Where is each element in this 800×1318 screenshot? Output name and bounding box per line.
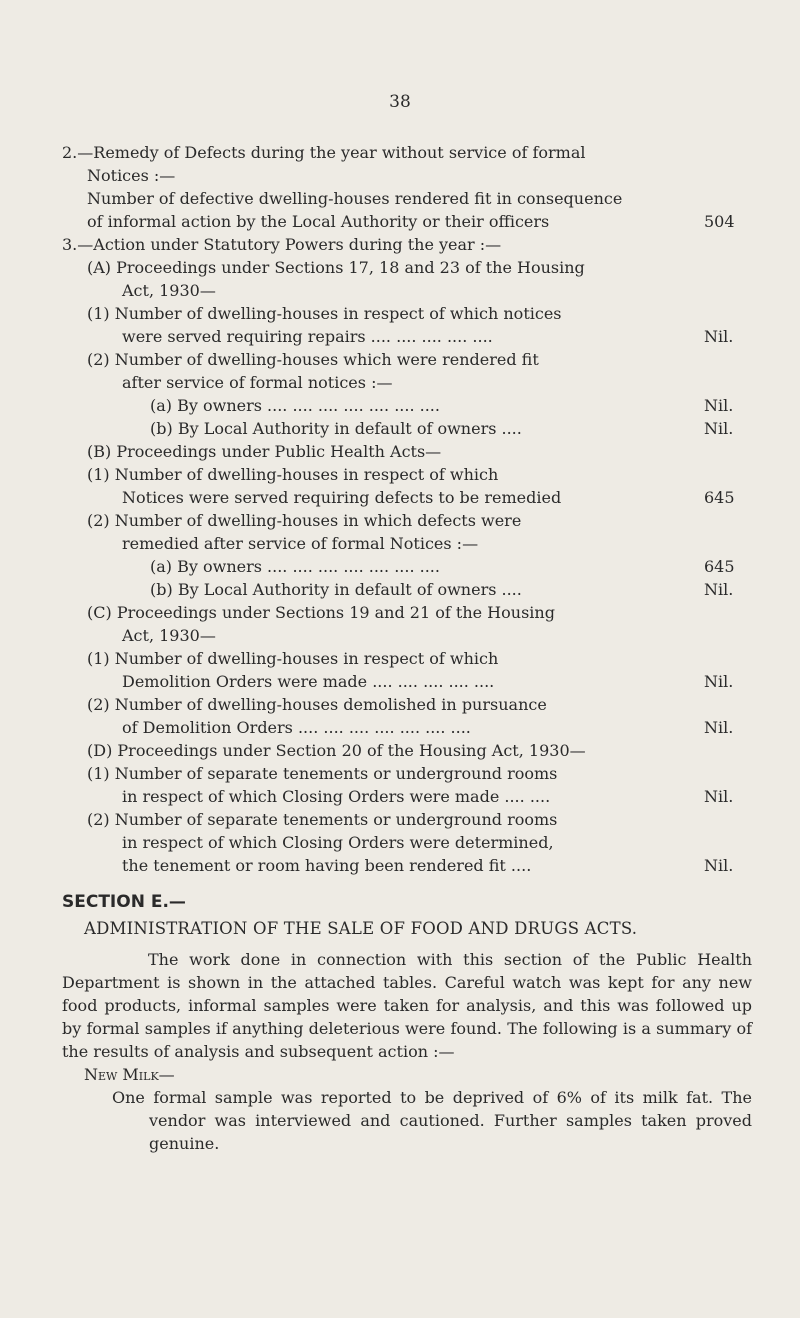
item-text: (2) Number of separate tenements or underground rooms (87, 810, 558, 829)
item-line (62, 808, 752, 831)
item-line (62, 578, 752, 601)
item-text: of informal action by the Local Authority or their officers (87, 212, 550, 231)
item-line (62, 670, 752, 693)
item-text: in respect of which Closing Orders were determined, (122, 833, 554, 852)
item-text: (A) Proceedings under Sections 17, 18 and 23 of the Housing (87, 258, 585, 277)
item-text: 2.—Remedy of Defects during the year without service of formal (62, 143, 586, 162)
new-milk-text: One formal sample was reported to be deprived of 6% of its milk fat. The vendor was interviewed and cautioned. Further samples taken proved genuine. (112, 1088, 752, 1153)
item-text: in respect of which Closing Orders were made .... .... (122, 787, 551, 806)
item-text: were served requiring repairs .... .... .... .... .... (122, 327, 493, 346)
item-line (62, 371, 752, 394)
item-text: 3.—Action under Statutory Powers during the year :— (62, 235, 502, 254)
item-text: (C) Proceedings under Sections 19 and 21 of the Housing (87, 603, 555, 622)
item-line (62, 164, 752, 187)
item-text: of Demolition Orders .... .... .... .... .... .... .... (122, 718, 471, 737)
item-line (62, 601, 752, 624)
item-text: (2) Number of dwelling-houses which were rendered fit (87, 350, 539, 369)
item-line (62, 486, 752, 509)
housing-items-list (62, 141, 752, 877)
item-text: (B) Proceedings under Public Health Acts— (87, 442, 442, 461)
item-value: Nil. (704, 856, 734, 875)
item-value: Nil. (704, 396, 734, 415)
page-number: 38 (389, 92, 411, 112)
item-value: Nil. (704, 672, 734, 691)
item-text: (2) Number of dwelling-houses in which defects were (87, 511, 522, 530)
new-milk-label: New Milk— (84, 1065, 175, 1084)
item-line (62, 647, 752, 670)
item-line (62, 325, 752, 348)
item-line (62, 302, 752, 325)
item-text: (1) Number of dwelling-houses in respect of which notices (87, 304, 562, 323)
item-line (62, 739, 752, 762)
item-line (62, 532, 752, 555)
report-body (62, 141, 752, 1155)
item-text: Act, 1930— (122, 281, 216, 300)
section-subheading: ADMINISTRATION OF THE SALE OF FOOD AND DRUGS ACTS. (84, 919, 638, 938)
item-text: after service of formal notices :— (122, 373, 393, 392)
spacer (62, 877, 752, 889)
item-text: Notices were served requiring defects to be remedied (122, 488, 562, 507)
item-line (62, 141, 752, 164)
item-value: Nil. (704, 419, 734, 438)
item-text: (a) By owners .... .... .... .... .... .... .... (150, 557, 440, 576)
item-line (62, 762, 752, 785)
item-value: 504 (704, 212, 735, 231)
item-text: (b) By Local Authority in default of owners .... (150, 580, 522, 599)
item-value: Nil. (704, 718, 734, 737)
item-line (62, 716, 752, 739)
item-line (62, 555, 752, 578)
item-line (62, 187, 752, 210)
item-text: remedied after service of formal Notices :— (122, 534, 479, 553)
item-value: Nil. (704, 787, 734, 806)
item-text: (a) By owners .... .... .... .... .... .... .... (150, 396, 440, 415)
item-value: 645 (704, 488, 735, 507)
item-line (62, 831, 752, 854)
item-text: (1) Number of dwelling-houses in respect of which (87, 465, 499, 484)
item-line (62, 624, 752, 647)
section-paragraph: The work done in connection with this section of the Public Health Department is shown in the attached tables. Careful watch was kept for any new food products, informal samples were taken for analysis, and this was followed up by formal samples if anything deleterious were found. The following is a summary of the results of analysis and subsequent action :— (62, 950, 752, 1061)
item-line (62, 210, 752, 233)
item-line (62, 233, 752, 256)
item-line (62, 463, 752, 486)
section-heading: SECTION E.— (62, 892, 186, 912)
item-line (62, 348, 752, 371)
item-value: 645 (704, 557, 735, 576)
item-text: (1) Number of separate tenements or underground rooms (87, 764, 558, 783)
item-line (62, 440, 752, 463)
item-value: Nil. (704, 580, 734, 599)
item-line (62, 417, 752, 440)
item-text: (1) Number of dwelling-houses in respect of which (87, 649, 499, 668)
item-line (62, 854, 752, 877)
item-text: (2) Number of dwelling-houses demolished in pursuance (87, 695, 547, 714)
item-text: Demolition Orders were made .... .... .... .... .... (122, 672, 495, 691)
item-text: (D) Proceedings under Section 20 of the Housing Act, 1930— (87, 741, 586, 760)
item-text: Act, 1930— (122, 626, 216, 645)
item-value: Nil. (704, 327, 734, 346)
item-text: Number of defective dwelling-houses rendered fit in consequence (87, 189, 623, 208)
item-text: the tenement or room having been rendered fit .... (122, 856, 532, 875)
item-line (62, 509, 752, 532)
item-text: Notices :— (87, 166, 176, 185)
item-line (62, 279, 752, 302)
item-line (62, 256, 752, 279)
item-line (62, 394, 752, 417)
item-text: (b) By Local Authority in default of owners .... (150, 419, 522, 438)
item-line (62, 693, 752, 716)
item-line (62, 785, 752, 808)
